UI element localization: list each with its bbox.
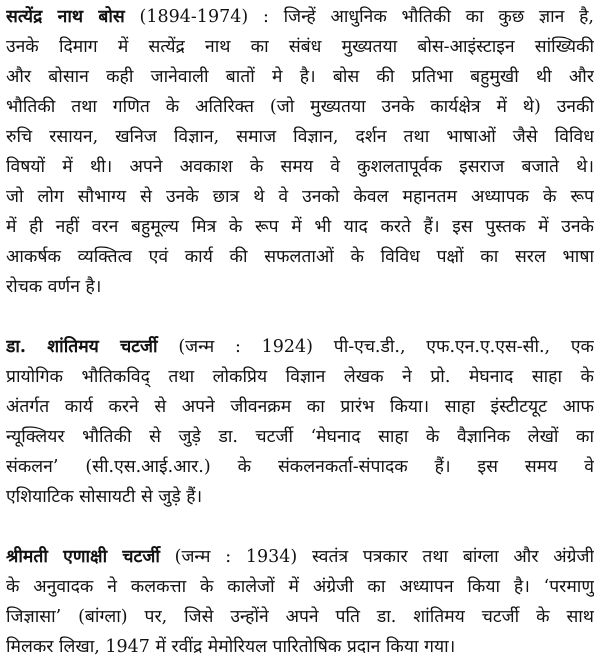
person-name: डा. शांतिमय चटर्जी (6, 337, 158, 357)
text-line: रोचक वर्णन है। (6, 277, 102, 297)
bio-paragraph-enakshi-chatterjee (6, 542, 594, 662)
text-line: एशियाटिक सोसायटी से जुड़े हैं। (6, 487, 203, 507)
bio-paragraph-shantimay-chatterjee (6, 332, 594, 512)
text-line: प्रायोगिक भौतिकविद् तथा लोकप्रिय विज्ञान लेखक ने प्रो. मेघनाद साहा के (6, 367, 594, 387)
text-line: में ही नहीं वरन बहुमूल्य मित्र के रूप में भी याद करते हैं। इस पुस्तक में उनके (6, 217, 594, 237)
text-line: भौतिकी तथा गणित के अतिरिक्त (जो मुख्यतया उनके कार्यक्षेत्र में थे) उनकी (6, 97, 594, 117)
text-line: आकर्षक व्यक्तित्व एवं कार्य की सफलताओं के विविध पक्षों का सरल भाषा (6, 247, 594, 267)
text-line: अंतर्गत कार्य करने से अपने जीवनक्रम का प्रारंभ किया। साहा इंस्टीटयूट आफ (6, 397, 594, 417)
bio-paragraph-satyendra-nath-bose (6, 2, 594, 302)
person-name: श्रीमती एणाक्षी चटर्जी (6, 547, 160, 567)
person-name: सत्येंद्र नाथ बोस (6, 7, 125, 27)
text-line: मिलकर लिखा, 1947 में रवींद्र मेमोरियल पारितोषिक प्रदान किया गया। (6, 637, 456, 657)
text-line: जो लोग सौभाग्य से उनके छात्र थे वे उनको केवल महानतम अध्यापक के रूप (6, 187, 594, 207)
text-line: उनके दिमाग में सत्येंद्र नाथ का संबंध मुख्यतया बोस-आइंस्टाइन सांख्यिकी (6, 37, 594, 57)
text-line: डा. शांतिमय चटर्जी (जन्म : 1924) पी-एच.डी., एफ.एन.ए.एस-सी., एक (6, 337, 594, 357)
text-line: के अनुवादक ने कलकत्ता के कालेजों में अंग्रेजी का अध्यापन किया है। ‘परमाणु (6, 577, 594, 597)
text-line: सत्येंद्र नाथ बोस (1894-1974) : जिन्हें आधुनिक भौतिकी का कुछ ज्ञान है, (6, 7, 594, 27)
text-line: श्रीमती एणाक्षी चटर्जी (जन्म : 1934) स्वतंत्र पत्रकार तथा बांग्ला और अंग्रेजी (6, 547, 594, 567)
text-line: विषयों में थी। अपने अवकाश के समय वे कुशलतापूर्वक इसराज बजाते थे। (6, 157, 594, 177)
text-line: जिज्ञासा’ (बांग्ला) पर, जिसे उन्होंने अपने पति डा. शांतिमय चटर्जी के साथ (6, 607, 594, 627)
text-line: रुचि रसायन, खनिज विज्ञान, समाज विज्ञान, दर्शन तथा भाषाओं जैसे विविध (6, 127, 594, 147)
text-line: न्यूक्लियर भौतिकी से जुड़े डा. चटर्जी ‘मेघनाद साहा के वैज्ञानिक लेखों का (6, 427, 594, 447)
text-line: और बोसान कही जानेवाली बातों मे है। बोस की प्रतिभा बहुमुखी थी और (6, 67, 594, 87)
text-line: संकलन’ (सी.एस.आई.आर.) के संकलनकर्ता-संपादक हैं। इस समय वे (6, 457, 594, 477)
